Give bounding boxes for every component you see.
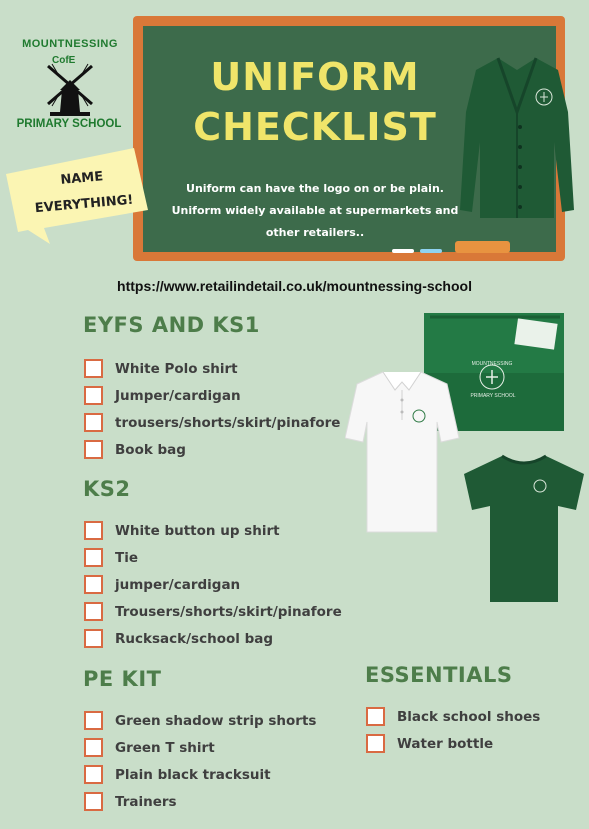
item-label: White button up shirt <box>115 522 280 539</box>
checklist-item[interactable] <box>84 788 316 815</box>
checklist-item[interactable] <box>84 409 340 436</box>
checkbox[interactable] <box>84 765 103 784</box>
item-label: Rucksack/school bag <box>115 630 274 647</box>
logo-school-name: MOUNTNESSING <box>22 38 118 50</box>
board-note-line-1: Uniform can have the logo on or be plain. <box>186 182 444 195</box>
checklist-item[interactable] <box>84 571 342 598</box>
checklist-item[interactable] <box>84 436 340 463</box>
checklist-item[interactable] <box>84 761 316 788</box>
board-eraser <box>455 241 510 253</box>
board-note-line-2: Uniform widely available at supermarkets and <box>171 204 459 217</box>
title-line-1: UNIFORM <box>210 55 420 99</box>
section-title-pe: PE KIT <box>83 667 162 691</box>
item-label: Tie <box>115 549 138 566</box>
item-label: Book bag <box>115 441 186 458</box>
bag-logo-text-bottom: PRIMARY SCHOOL <box>470 393 516 399</box>
checklist-item[interactable] <box>366 703 540 730</box>
checklist-item[interactable] <box>84 707 316 734</box>
item-label: Trainers <box>115 793 177 810</box>
speech-bubble-line-1: NAME <box>59 169 104 188</box>
item-label: Green shadow strip shorts <box>115 712 317 729</box>
green-tshirt-image <box>460 452 588 604</box>
checkbox[interactable] <box>84 359 103 378</box>
checkbox[interactable] <box>366 707 385 726</box>
page-title <box>150 52 480 152</box>
checkbox[interactable] <box>84 711 103 730</box>
checkbox[interactable] <box>84 386 103 405</box>
checkbox[interactable] <box>84 602 103 621</box>
checkbox[interactable] <box>366 734 385 753</box>
item-label: Trousers/shorts/skirt/pinafore <box>115 603 342 620</box>
checkbox[interactable] <box>84 792 103 811</box>
item-label: Water bottle <box>397 735 494 752</box>
board-note <box>170 178 460 244</box>
checklist-item[interactable] <box>84 625 342 652</box>
windmill-icon <box>44 60 96 118</box>
checklist-item[interactable] <box>84 517 342 544</box>
logo-cofe: CofE <box>52 55 76 66</box>
white-polo-image <box>345 368 460 536</box>
item-label: Black school shoes <box>397 708 541 725</box>
checkbox[interactable] <box>84 521 103 540</box>
checklist-item[interactable] <box>84 734 316 761</box>
item-label: jumper/cardigan <box>115 576 241 593</box>
board-note-line-3: other retailers.. <box>265 226 365 239</box>
chalk-blue <box>420 249 442 253</box>
checklist-item[interactable] <box>84 598 342 625</box>
checkbox[interactable] <box>84 629 103 648</box>
checklist-ks2 <box>84 517 342 652</box>
website-url[interactable]: https://www.retailindetail.co.uk/mountnessing-school <box>117 278 472 294</box>
checkbox[interactable] <box>84 738 103 757</box>
item-label: Green T shirt <box>115 739 215 756</box>
section-title-eyfs: EYFS AND KS1 <box>83 313 260 337</box>
checkbox[interactable] <box>84 548 103 567</box>
bag-logo-text-top: MOUNTNESSING <box>471 361 513 367</box>
checkbox[interactable] <box>84 440 103 459</box>
chalk-white <box>392 249 414 253</box>
checklist-item[interactable] <box>84 382 340 409</box>
cardigan-image <box>458 52 576 222</box>
speech-bubble-line-2: EVERYTHING! <box>34 192 134 217</box>
checklist-essentials <box>366 703 540 757</box>
checklist-pe <box>84 707 316 815</box>
checklist-item[interactable] <box>84 355 340 382</box>
title-line-2: CHECKLIST <box>193 105 437 149</box>
item-label: White Polo shirt <box>115 360 238 377</box>
checkbox[interactable] <box>84 575 103 594</box>
item-label: trousers/shorts/skirt/pinafore <box>115 414 341 431</box>
checklist-eyfs <box>84 355 340 463</box>
checklist-item[interactable] <box>84 544 342 571</box>
section-title-ks2: KS2 <box>83 477 131 501</box>
item-label: Jumper/cardigan <box>115 387 241 404</box>
logo-primary-school: PRIMARY SCHOOL <box>16 118 122 130</box>
item-label: Plain black tracksuit <box>115 766 271 783</box>
checklist-item[interactable] <box>366 730 540 757</box>
checkbox[interactable] <box>84 413 103 432</box>
section-title-essentials: ESSENTIALS <box>365 663 513 687</box>
